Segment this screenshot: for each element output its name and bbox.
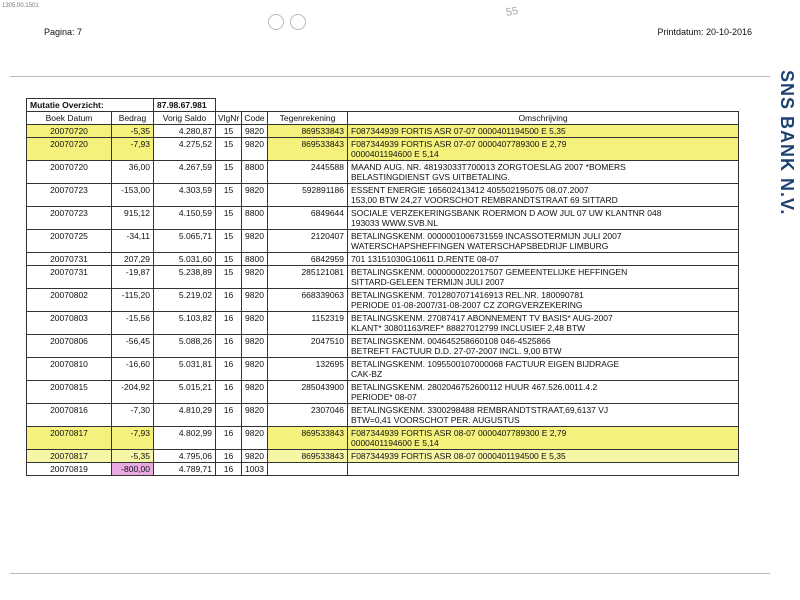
cell-previous-balance: 4.802,99	[154, 427, 216, 450]
cell-counter-account: 869533843	[268, 138, 348, 161]
cell-description	[348, 463, 739, 476]
bank-logo: SNS BANK N.V.	[777, 70, 797, 216]
cell-amount: -5,35	[112, 450, 154, 463]
cell-seq-number: 15	[216, 230, 242, 253]
table-row	[27, 289, 739, 312]
table-row	[27, 230, 739, 253]
cell-amount: -7,30	[112, 404, 154, 427]
cell-description: BETALINGSKENM. 3300298488 REMBRANDTSTRAAT,69,6137 VJ BTW=0,41 VOORSCHOT PER. AUGUSTUS	[348, 404, 739, 427]
cell-description: BETALINGSKENM. 1095500107000068 FACTUUR EIGEN BIJDRAGE CAK-BZ	[348, 358, 739, 381]
table-row	[27, 253, 739, 266]
table-header-row	[27, 112, 739, 125]
cell-description: ESSENT ENERGIE 165602413412 405502195075 08.07.2007 153,00 BTW 24,27 VOORSCHOT REMBRANDTSTRAAT 69 SITTARD	[348, 184, 739, 207]
cell-description: BETALINGSKENM. 2802046752600112 HUUR 467.526.0011.4.2 PERIODE* 08-07	[348, 381, 739, 404]
column-header: Code	[242, 112, 268, 125]
cell-counter-account: 592891186	[268, 184, 348, 207]
cell-code: 9820	[242, 312, 268, 335]
cell-counter-account: 869533843	[268, 427, 348, 450]
cell-description: F087344939 FORTIS ASR 08-07 0000401194500 E 5,35	[348, 450, 739, 463]
cell-counter-account: 2047510	[268, 335, 348, 358]
cell-code: 1003	[242, 463, 268, 476]
cell-date: 20070806	[27, 335, 112, 358]
cell-date: 20070720	[27, 138, 112, 161]
cell-counter-account: 285121081	[268, 266, 348, 289]
cell-amount: -7,93	[112, 138, 154, 161]
column-header: Bedrag	[112, 112, 154, 125]
cell-code: 9820	[242, 358, 268, 381]
cell-date: 20070817	[27, 427, 112, 450]
table-row	[27, 381, 739, 404]
column-header: Vorig Saldo	[154, 112, 216, 125]
cell-description: BETALINGSKENM. 27087417 ABONNEMENT TV BASIS* AUG-2007 KLANT* 30801163/REF* 88827012799 INCLUSIEF 2,48 BTW	[348, 312, 739, 335]
account-number: 87.98.67.981	[154, 99, 216, 112]
cell-previous-balance: 4.275,52	[154, 138, 216, 161]
cell-counter-account: 2120407	[268, 230, 348, 253]
cell-amount: -56,45	[112, 335, 154, 358]
column-header: Tegenrekening	[268, 112, 348, 125]
cell-code: 8800	[242, 253, 268, 266]
transaction-table-container	[26, 98, 739, 476]
cell-date: 20070723	[27, 207, 112, 230]
punch-hole-icon	[268, 14, 284, 30]
cell-amount: 207,29	[112, 253, 154, 266]
cell-previous-balance: 4.810,29	[154, 404, 216, 427]
cell-previous-balance: 5.238,89	[154, 266, 216, 289]
cell-description: 701 13151030G10611 D.RENTE 08-07	[348, 253, 739, 266]
cell-seq-number: 16	[216, 289, 242, 312]
cell-amount: -115,20	[112, 289, 154, 312]
cell-previous-balance: 5.031,81	[154, 358, 216, 381]
cell-previous-balance: 4.280,87	[154, 125, 216, 138]
cell-date: 20070723	[27, 184, 112, 207]
cell-date: 20070725	[27, 230, 112, 253]
cell-description: SOCIALE VERZEKERINGSBANK ROERMON D AOW JUL 07 UW KLANTNR 048 193033 WWW.SVB.NL	[348, 207, 739, 230]
page-number: Pagina: 7	[44, 27, 83, 37]
cell-previous-balance: 4.795,06	[154, 450, 216, 463]
cell-date: 20070819	[27, 463, 112, 476]
cell-description: BETALINGSKENM. 0000001006731559 INCASSOTERMIJN JULI 2007 WATERSCHAPSHEFFINGEN WATERSCHAPSBEDRIJF LIMBURG	[348, 230, 739, 253]
cell-seq-number: 15	[216, 161, 242, 184]
cell-code: 9820	[242, 289, 268, 312]
table-title-filler	[216, 99, 739, 112]
table-title-row	[27, 99, 739, 112]
cell-seq-number: 16	[216, 427, 242, 450]
cell-code: 8800	[242, 207, 268, 230]
cell-amount: 36,00	[112, 161, 154, 184]
cell-code: 9820	[242, 184, 268, 207]
table-row	[27, 335, 739, 358]
print-date: Printdatum: 20-10-2016	[657, 27, 752, 37]
scan-id: 1305.00.1501	[2, 3, 39, 9]
table-row	[27, 404, 739, 427]
punch-holes	[268, 14, 312, 32]
cell-previous-balance: 5.219,02	[154, 289, 216, 312]
cell-date: 20070731	[27, 253, 112, 266]
cell-seq-number: 16	[216, 463, 242, 476]
table-row	[27, 427, 739, 450]
cell-description: F087344939 FORTIS ASR 07-07 0000407789300 E 2,79 0000401194600 E 5,14	[348, 138, 739, 161]
table-row	[27, 358, 739, 381]
table-row	[27, 207, 739, 230]
cell-previous-balance: 4.303,59	[154, 184, 216, 207]
cell-code: 9820	[242, 266, 268, 289]
cell-seq-number: 15	[216, 138, 242, 161]
transaction-table	[26, 98, 739, 476]
handwritten-mark: 55	[505, 5, 520, 19]
column-header: VlgNr	[216, 112, 242, 125]
cell-counter-account	[268, 463, 348, 476]
cell-date: 20070817	[27, 450, 112, 463]
cell-seq-number: 16	[216, 335, 242, 358]
cell-previous-balance: 4.267,59	[154, 161, 216, 184]
cell-amount: -19,87	[112, 266, 154, 289]
cell-code: 9820	[242, 335, 268, 358]
table-row	[27, 463, 739, 476]
cell-seq-number: 16	[216, 381, 242, 404]
cell-previous-balance: 5.031,60	[154, 253, 216, 266]
cell-code: 9820	[242, 381, 268, 404]
cell-date: 20070802	[27, 289, 112, 312]
table-row	[27, 312, 739, 335]
cell-seq-number: 16	[216, 404, 242, 427]
cell-previous-balance: 4.150,59	[154, 207, 216, 230]
cell-amount: -7,93	[112, 427, 154, 450]
cell-previous-balance: 5.015,21	[154, 381, 216, 404]
cell-date: 20070803	[27, 312, 112, 335]
cell-previous-balance: 5.065,71	[154, 230, 216, 253]
cell-counter-account: 285043900	[268, 381, 348, 404]
cell-seq-number: 15	[216, 253, 242, 266]
cell-description: BETALINGSKENM. 004645258660108 046-4525866 BETREFT FACTUUR D.D. 27-07-2007 INCL. 9,00 BTW	[348, 335, 739, 358]
cell-date: 20070816	[27, 404, 112, 427]
cell-seq-number: 15	[216, 207, 242, 230]
cell-amount: -15,56	[112, 312, 154, 335]
cell-code: 9820	[242, 125, 268, 138]
cell-code: 9820	[242, 427, 268, 450]
cell-description: MAAND AUG. NR. 48193033T700013 ZORGTOESLAG 2007 *BOMERS BELASTINGDIENST GVS UITBETALING.	[348, 161, 739, 184]
cell-previous-balance: 5.103,82	[154, 312, 216, 335]
cell-seq-number: 16	[216, 312, 242, 335]
cell-seq-number: 15	[216, 184, 242, 207]
cell-seq-number: 16	[216, 450, 242, 463]
column-header: Omschrijving	[348, 112, 739, 125]
punch-hole-icon	[290, 14, 306, 30]
cell-counter-account: 6842959	[268, 253, 348, 266]
cell-amount: -5,35	[112, 125, 154, 138]
cell-amount: 915,12	[112, 207, 154, 230]
cell-code: 9820	[242, 230, 268, 253]
cell-amount: -34,11	[112, 230, 154, 253]
cell-counter-account: 668339063	[268, 289, 348, 312]
column-header: Boek Datum	[27, 112, 112, 125]
table-row	[27, 450, 739, 463]
table-row	[27, 184, 739, 207]
cell-previous-balance: 5.088,26	[154, 335, 216, 358]
cell-amount: -153,00	[112, 184, 154, 207]
cell-code: 9820	[242, 404, 268, 427]
table-row	[27, 161, 739, 184]
cell-counter-account: 6849644	[268, 207, 348, 230]
cell-seq-number: 16	[216, 358, 242, 381]
cell-seq-number: 15	[216, 266, 242, 289]
cell-counter-account: 869533843	[268, 125, 348, 138]
cell-seq-number: 15	[216, 125, 242, 138]
cell-counter-account: 132695	[268, 358, 348, 381]
cell-date: 20070720	[27, 125, 112, 138]
table-row	[27, 125, 739, 138]
cell-description: F087344939 FORTIS ASR 08-07 0000407789300 E 2,79 0000401194600 E 5,14	[348, 427, 739, 450]
cell-counter-account: 2445588	[268, 161, 348, 184]
cell-counter-account: 1152319	[268, 312, 348, 335]
cell-amount: -16,60	[112, 358, 154, 381]
cell-description: BETALINGSKENM. 0000000022017507 GEMEENTELIJKE HEFFINGEN SITTARD-GELEEN TERMIJN JULI 2007	[348, 266, 739, 289]
cell-date: 20070720	[27, 161, 112, 184]
cell-date: 20070810	[27, 358, 112, 381]
cell-date: 20070815	[27, 381, 112, 404]
cell-description: F087344939 FORTIS ASR 07-07 0000401194500 E 5,35	[348, 125, 739, 138]
table-title-label: Mutatie Overzicht:	[27, 99, 154, 112]
cell-code: 8800	[242, 161, 268, 184]
cell-amount: -204,92	[112, 381, 154, 404]
cell-counter-account: 2307046	[268, 404, 348, 427]
cell-description: BETALINGSKENM. 7012807071416913 REL.NR. 180090781 PERIODE 01-08-2007/31-08-2007 CZ ZORGVERZEKERING	[348, 289, 739, 312]
table-row	[27, 266, 739, 289]
cell-code: 9820	[242, 138, 268, 161]
cell-amount: -800,00	[112, 463, 154, 476]
table-row	[27, 138, 739, 161]
cell-previous-balance: 4.789,71	[154, 463, 216, 476]
cell-code: 9820	[242, 450, 268, 463]
cell-counter-account: 869533843	[268, 450, 348, 463]
cell-date: 20070731	[27, 266, 112, 289]
